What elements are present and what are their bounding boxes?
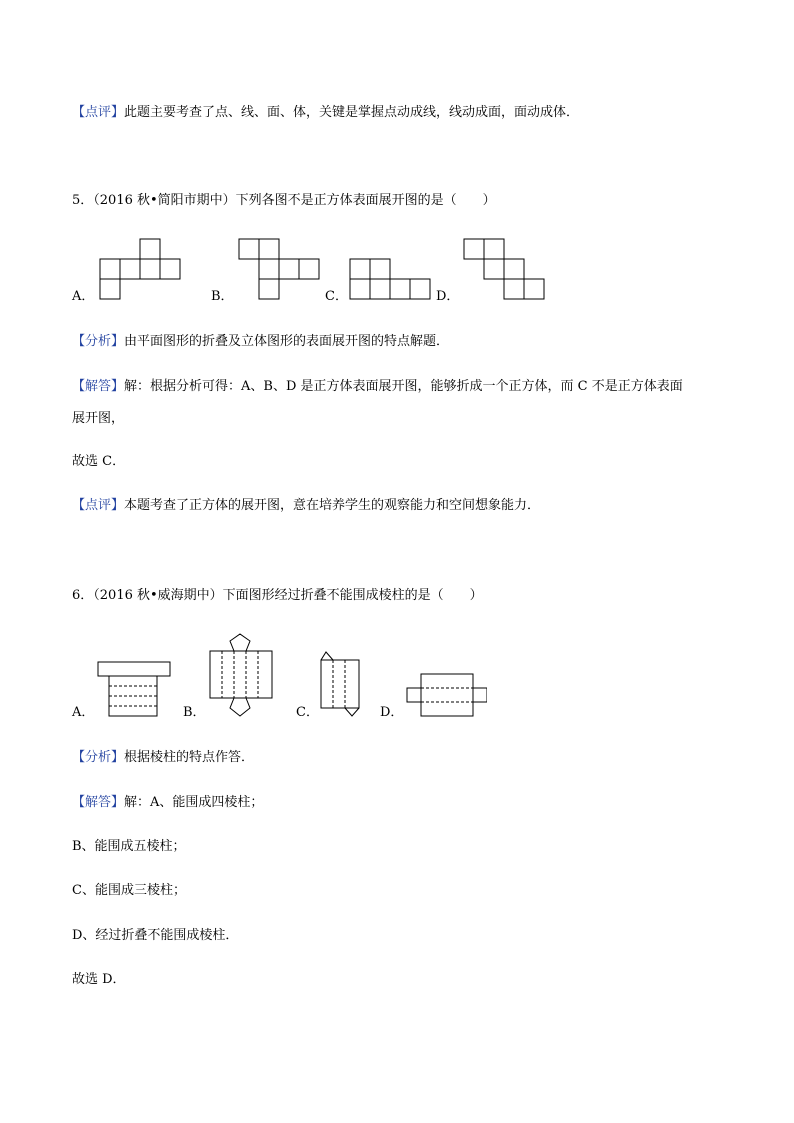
- q5-choice: 故选 C．: [72, 454, 126, 469]
- q5-answer-line-2: 展开图，: [72, 411, 125, 426]
- q5-option-c-label: C．: [325, 289, 348, 304]
- q6-answer-b: B、能围成五棱柱；: [72, 839, 186, 854]
- analysis-tag: 【分析】: [72, 334, 125, 349]
- comment-text: 本题考查了正方体的展开图，意在培养学生的观察能力和空间想象能力．: [124, 498, 541, 513]
- analysis-text: 根据棱柱的特点作答．: [124, 750, 255, 765]
- q6-figure-d: [405, 672, 487, 718]
- q6-figure-a: [97, 660, 172, 718]
- q5-option-a-label: A．: [72, 289, 95, 304]
- comment-text: 此题主要考查了点、线、面、体，关键是掌握点动成线，线动成面，面动成体．: [124, 105, 580, 120]
- q5-analysis: [72, 333, 449, 351]
- q6-choice: 故选 D．: [72, 972, 126, 987]
- q5-answer-line-1: [72, 378, 683, 396]
- answer-text: 解：A、能围成四棱柱；: [124, 795, 264, 810]
- question-5-stem: 5．（2016 秋•简阳市期中）下列各图不是正方体表面展开图的是（ ）: [72, 193, 496, 208]
- q5-figure-a: [99, 238, 183, 300]
- q6-analysis: [72, 749, 254, 767]
- q6-answer-d: D、经过折叠不能围成棱柱．: [72, 928, 239, 943]
- comment-tag: 【点评】: [72, 498, 125, 513]
- q6-answer: [72, 794, 263, 812]
- q5-figure-d: [463, 238, 547, 300]
- q6-option-a-label: A．: [72, 705, 95, 720]
- answer-tag: 【解答】: [72, 379, 125, 394]
- analysis-text: 由平面图形的折叠及立体图形的表面展开图的特点解题．: [124, 334, 450, 349]
- q5-option-d-label: D．: [436, 289, 460, 304]
- comment-tag: 【点评】: [72, 105, 125, 120]
- q6-figure-b: [208, 632, 276, 718]
- q5-figure-b: [238, 238, 322, 300]
- q5-comment: [72, 497, 540, 515]
- q6-option-c-label: C．: [296, 705, 319, 720]
- q6-option-d-label: D．: [380, 705, 404, 720]
- q6-figure-c: [317, 650, 363, 718]
- question-6-stem: 6．（2016 秋•威海期中）下面图形经过折叠不能围成棱柱的是（ ）: [72, 588, 483, 603]
- q6-option-b-label: B．: [183, 705, 206, 720]
- q5-figure-c: [349, 258, 433, 300]
- q6-answer-c: C、能围成三棱柱；: [72, 883, 186, 898]
- q5-option-b-label: B．: [211, 289, 234, 304]
- answer-text: 解：根据分析可得：A、B、D 是正方体表面展开图，能够折成一个正方体，而 C 不是正方体表面: [124, 379, 683, 394]
- answer-tag: 【解答】: [72, 795, 125, 810]
- comment-paragraph: [72, 104, 579, 122]
- analysis-tag: 【分析】: [72, 750, 125, 765]
